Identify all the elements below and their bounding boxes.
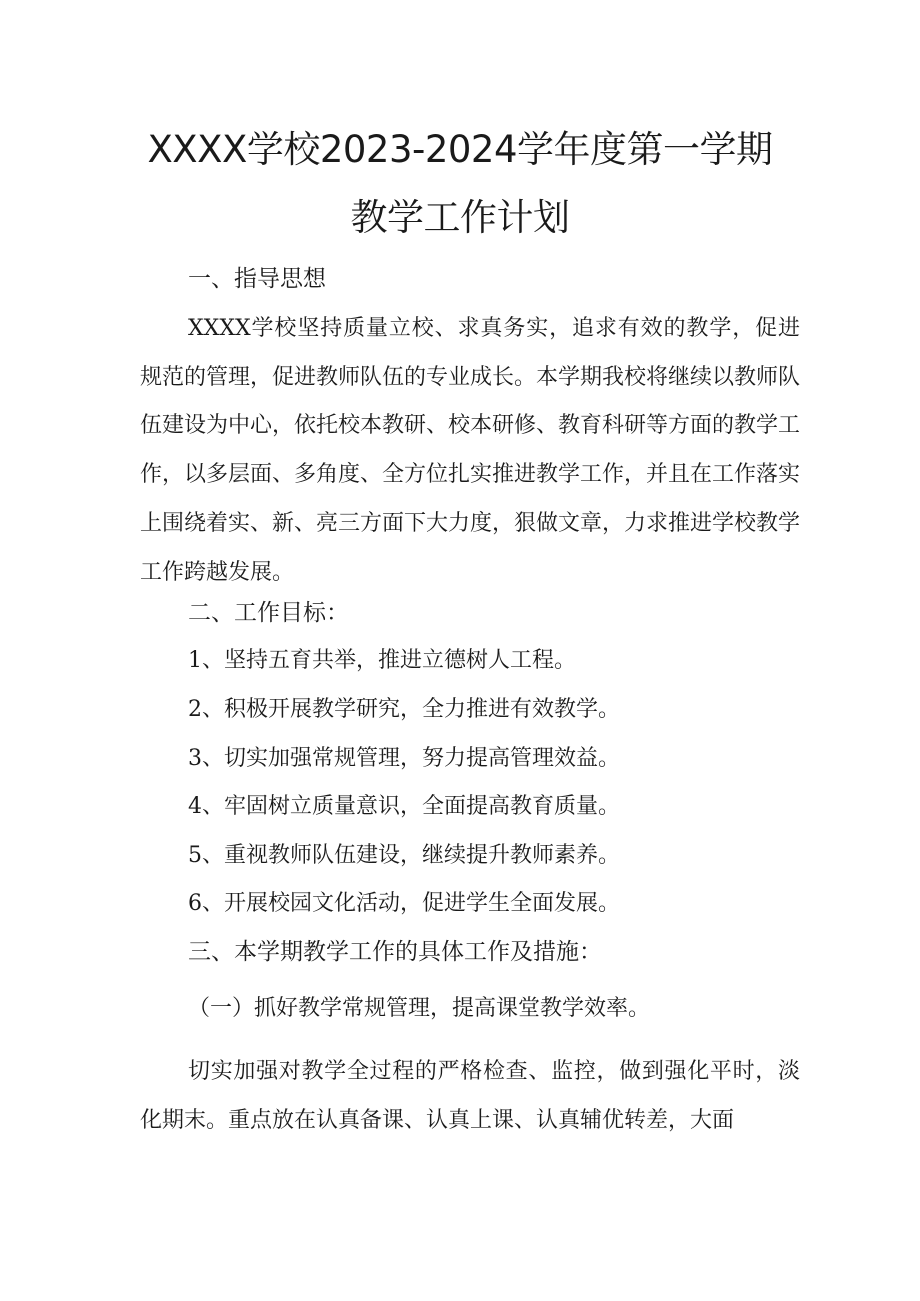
section-3-subheading: （一）抓好教学常规管理，提高课堂教学效率。: [188, 996, 651, 1021]
goal-item-2: 2、积极开展教学研究，全力推进有效教学。: [188, 697, 620, 722]
goal-item-6: 6、开展校园文化活动，促进学生全面发展。: [188, 891, 620, 916]
section-3-paragraph: 切实加强对教学全过程的严格检查、监控，做到强化平时，淡化期末。重点放在认真备课、认真上课、认真辅优转差，大面: [140, 1059, 800, 1133]
goal-item-4: 4、牢固树立质量意识，全面提高教育质量。: [188, 794, 620, 819]
document-title-line-1: XXXX学校2023-2024学年度第一学期: [147, 128, 773, 171]
section-1-paragraph: XXXX学校坚持质量立校、求真务实，追求有效的教学，促进规范的管理，促进教师队伍的专业成长。本学期我校将继续以教师队伍建设为中心，依托校本教研、校本研修、教育科研等方面的教学工作，以多层面、多角度、全方位扎实推进教学工作，并且在工作落实上围绕着实、新、亮三方面下大力度，狠做文章，力求推进学校教学工作跨越发展。: [140, 316, 801, 585]
goal-item-3: 3、切实加强常规管理，努力提高管理效益。: [188, 746, 620, 771]
section-3-heading: 三、本学期教学工作的具体工作及措施：: [188, 939, 602, 965]
section-1-heading: 一、指导思想: [188, 266, 326, 292]
goal-item-5: 5、重视教师队伍建设，继续提升教师素养。: [188, 843, 620, 868]
section-2-heading: 二、工作目标：: [188, 600, 349, 626]
document-title-line-2: 教学工作计划: [350, 196, 570, 239]
goal-item-1: 1、坚持五育共举，推进立德树人工程。: [188, 648, 576, 673]
